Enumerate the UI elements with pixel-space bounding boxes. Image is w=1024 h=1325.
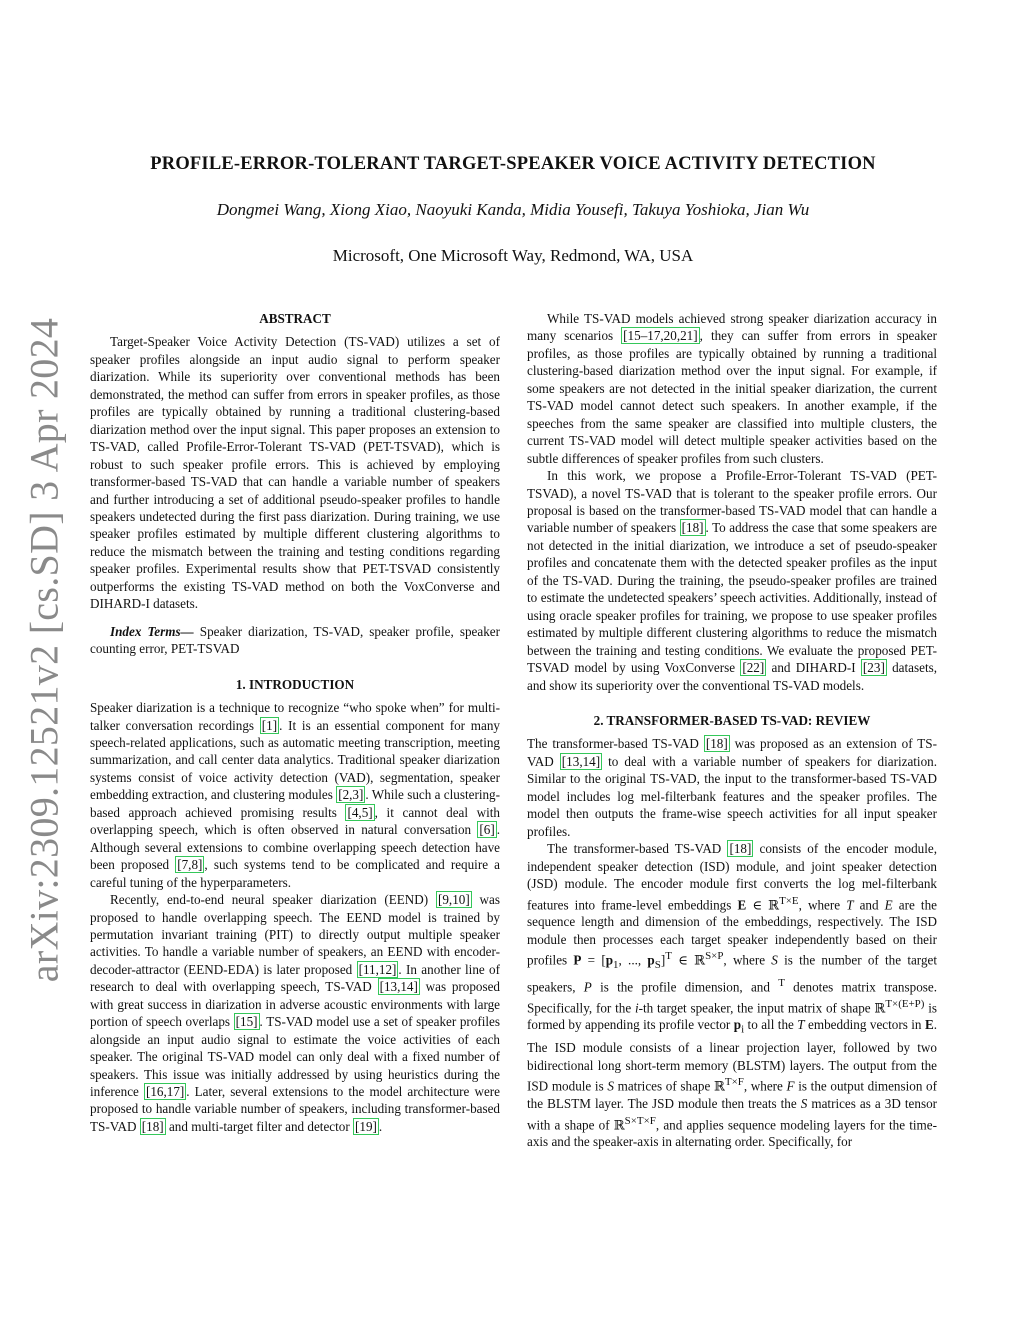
- paper-title: PROFILE-ERROR-TOLERANT TARGET-SPEAKER VOICE ACTIVITY DETECTION: [150, 154, 876, 174]
- left-column: [90, 310, 500, 1135]
- citation-link[interactable]: [18]: [141, 1118, 164, 1134]
- section-2-heading: 2. TRANSFORMER-BASED TS-VAD: REVIEW: [593, 712, 871, 728]
- index-terms-text: Speaker diarization, TS-VAD, speaker profile, speaker counting error, PET-TSVAD: [90, 623, 500, 657]
- index-terms-label: Index Terms—: [110, 623, 194, 639]
- citation-link[interactable]: [19]: [355, 1118, 377, 1134]
- citation-link[interactable]: [18]: [729, 841, 752, 857]
- citation-link[interactable]: [15–17,20,21]: [623, 328, 698, 344]
- paper-authors: Dongmei Wang, Xiong Xiao, Naoyuki Kanda, Midia Yousefi, Takuya Yoshioka, Jian Wu: [216, 200, 810, 219]
- paper-affiliation: Microsoft, One Microsoft Way, Redmond, WA, USA: [332, 246, 694, 265]
- arxiv-stamp-text: arXiv:2309.12521v2 [cs.SD] 3 Apr 2024: [21, 317, 67, 983]
- right-column: [527, 310, 937, 1151]
- citation-link[interactable]: [13,14]: [379, 979, 418, 995]
- citation-link[interactable]: [13,14]: [561, 753, 601, 769]
- arxiv-stamp: [20, 317, 68, 983]
- intro-paragraph-4: In this work, we propose a Profile-Error-Tolerant TS-VAD (PET-TSVAD), a novel TS-VAD that is tolerant to the speaker profile errors. Our proposal is based on the transformer-based TS-VAD model that can handle a variable number of speakers [18] . To address the case that some speakers are not detected in the initial diarization, we introduce a set of pseudo-speaker profiles and concatenate them with the detected speaker profiles as the input of the TS-VAD. During the training, the pseudo-speaker profiles are trained to estimate the undetected speakers’ speech activities. Additionally, instead of using oracle speaker profiles for training, we propose to use speaker profiles estimated by multiple different clustering algorithms to reduce the mismatch between the training and testing conditions. We evaluate the proposed PET-TSVAD model by using VoxConverse [22] and DIHARD-I [23] datasets, and show its superiority over the conventional TS-VAD models.: [527, 468, 937, 693]
- section-1-heading: 1. INTRODUCTION: [235, 676, 355, 692]
- intro-paragraph-1: Speaker diarization is a technique to recognize “who spoke when” for multi-talker conversation recordings [1] . It is an essential component for many speech-related applications, such as automatic meeting transcription, meeting summarization, and call center data analytics. Traditional speaker diarization systems consist of voice activity detection (VAD), segmentation, speaker embedding extraction, and clustering modules [2,3] . While such a clustering-based approach achieved promising results [4,5] , it cannot deal with overlapping speech, which is often observed in natural conversation [6] . Although several extensions to combine overlapping speech detection have been proposed [7,8] , such systems tend to be complicated and require a careful tuning of the hyperparameters.: [90, 700, 500, 890]
- citation-link[interactable]: [9,10]: [437, 892, 470, 908]
- abstract-heading: ABSTRACT: [259, 311, 331, 326]
- citation-link[interactable]: [2,3]: [338, 787, 364, 803]
- citation-link[interactable]: [11,12]: [358, 961, 397, 977]
- citation-link[interactable]: [15]: [235, 1014, 258, 1030]
- abstract-text: Target-Speaker Voice Activity Detection (TS-VAD) utilizes a set of speaker profiles alongside an input audio signal to perform speaker diarization. While its superiority over conventional methods has been demonstrated, the method can suffer from errors in speaker profiles, as those profiles are typically obtained by running a traditional clustering-based diarization method over the input signal. This paper proposes an extension to TS-VAD, called Profile-Error-Tolerant TS-VAD (PET-TSVAD), which is robust to such speaker profile errors. This is achieved by employing transformer-based TS-VAD that can handle a variable number of speakers and further introducing a set of additional pseudo-speaker profiles to handle speakers undetected during the first pass diarization. During training, we use speaker profiles estimated by multiple different clustering algorithms to reduce the mismatch between the training and testing conditions regarding speaker profiles. Experimental results show that PET-TSVAD consistently outperforms the existing TS-VAD method on both the VoxConverse and DIHARD-I datasets.: [90, 334, 500, 612]
- intro-paragraph-3: While TS-VAD models achieved strong speaker diarization accuracy in many scenarios [15–17,20,21] , they can suffer from errors in speaker profiles, as those profiles are typically obtained by running a traditional clustering-based diarization method over the input signal. For example, if some speakers are not detected in the initial speaker diarization, the current TS-VAD model cannot detect such speakers. In another example, if the speeches from the same speaker are classified into multiple clusters, the current TS-VAD model will detect multiple speaker activities based on the subtle differences of speaker profiles from such clusters.: [527, 311, 937, 466]
- citation-link[interactable]: [7,8]: [177, 857, 203, 873]
- citation-link[interactable]: [22]: [742, 660, 765, 676]
- citation-link[interactable]: [16,17]: [145, 1084, 185, 1100]
- citation-link[interactable]: [18]: [705, 736, 728, 752]
- citation-link[interactable]: [1]: [261, 717, 278, 733]
- index-terms: [90, 623, 500, 658]
- citation-link[interactable]: [4,5]: [347, 804, 373, 820]
- intro-paragraph-2: Recently, end-to-end neural speaker diarization (EEND) [9,10] was proposed to handle overlapping speech. The EEND model is trained by permutation invariant training (PIT) to directly output multiple speaker activities. To handle a variable number of speakers, an EEND with encoder-decoder-attractor (EEND-EDA) is later proposed [11,12] . In another line of research to deal with overlapping speech, TS-VAD [13,14] was proposed with great success in diarization in adverse acoustic environments with large portion of speech overlaps [15] . TS-VAD model use a set of speaker profiles alongside an input audio signal to estimate the voice activities of each speaker. The original TS-VAD model can only deal with a fixed number of speakers. This issue was initially addressed by using heuristics during the inference [16,17] . Later, several extensions to the model architecture were proposed to handle variable number of speakers, including transformer-based TS-VAD [18] and multi-target filter and detector [19] .: [90, 892, 501, 1134]
- review-paragraph-1: The transformer-based TS-VAD [18] was proposed as an extension of TS-VAD [13,14] to deal with a variable number of speakers for diarization. Similar to the original TS-VAD, the input to the transformer-based TS-VAD model includes log mel-filterbank features and the speaker profiles. The model then outputs the frame-wise speech activities for all input speaker profiles.: [527, 736, 938, 839]
- citation-link[interactable]: [23]: [862, 660, 885, 676]
- citation-link[interactable]: [18]: [681, 520, 704, 536]
- review-paragraph-2: The transformer-based TS-VAD [18] consists of the encoder module, independent speaker detection (ISD) module, and joint speaker detection (JSD) module. The encoder module first converts the log mel-filterbank features into frame-level embeddings E ∈ ℝ$^{T\times E}$, where T and E are the sequence length and dimension of the embeddings, respectively. The ISD module then processes each target speaker independently based on their profiles $P = [p_1$, ..., $p_S]^T$ ∈ ℝ$^{S\times P}$, where S is the number of the target speakers, P is the profile dimension, and $^T$ denotes matrix transpose. Specifically, for the i-th target speaker, the input matrix of shape ℝ$^{T\times(E+P)}$ is formed by appending its profile vector $p_i$ to all the T embedding vectors in E. The ISD module consists of a linear projection layer, followed by two bidirectional long short-term memory (BLSTM) layers. The output from the ISD module is S matrices of shape ℝ$^{T\times F}$, where F is the output dimension of the BLSTM layer. The JSD module then treats the S matrices as a 3D tensor with a shape of ℝ$^{S\times T\times F}$, and applies sequence modeling layers for the time-axis and the speaker-axis in alternating order. Specifically, for: [527, 841, 938, 1150]
- citation-link[interactable]: [6]: [479, 822, 495, 838]
